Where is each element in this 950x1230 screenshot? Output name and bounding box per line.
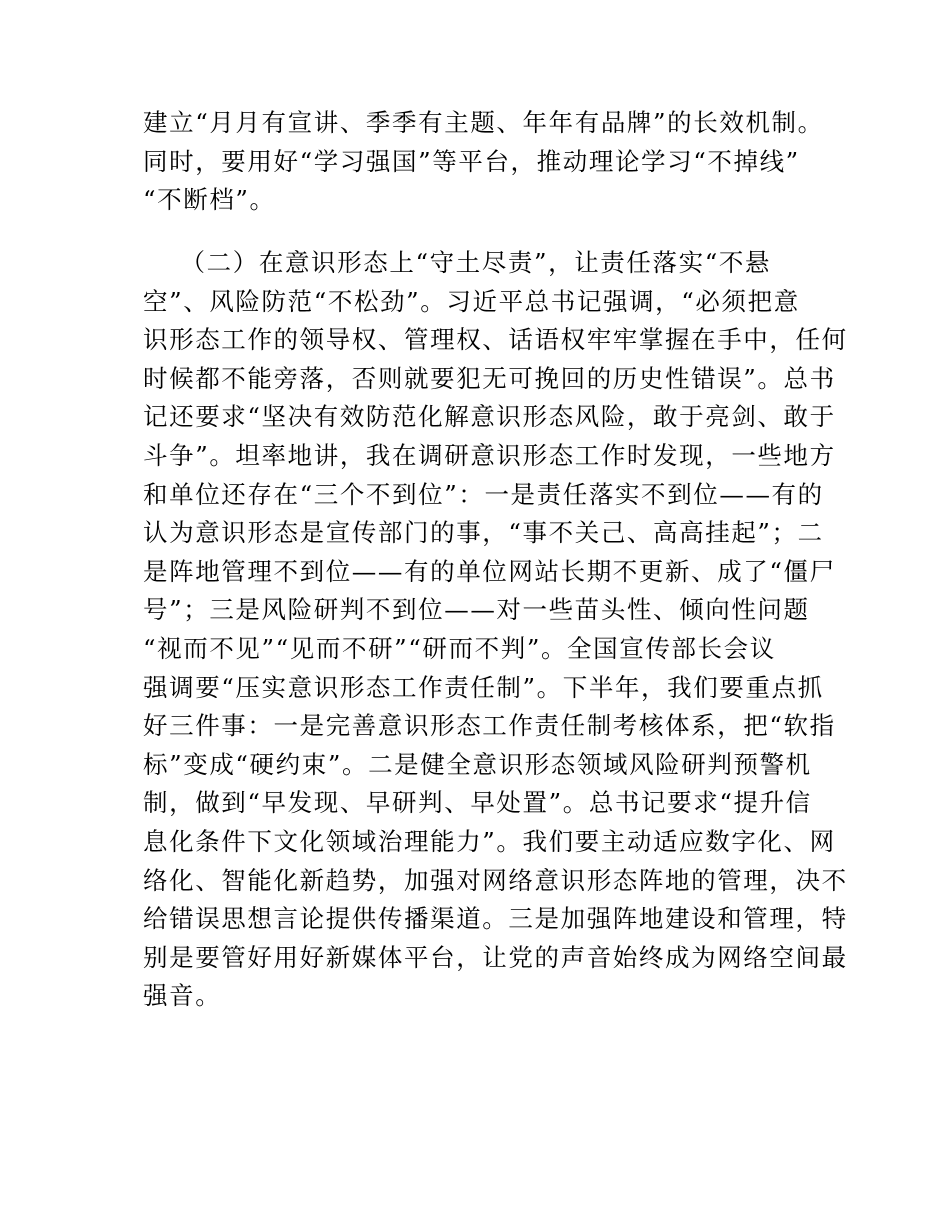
text-line: 是阵地管理不到位——有的单位网站长期不更新、成了“僵尸	[143, 556, 836, 586]
text-line: 制，做到“早发现、早研判、早处置”。总书记要求“提升信	[143, 788, 812, 818]
text-line: 别是要管好用好新媒体平台，让党的声音始终成为网络空间最	[143, 942, 848, 972]
text-line: 时候都不能旁落，否则就要犯无可挽回的历史性错误”。总书	[143, 363, 836, 393]
text-line: 建立“月月有宣讲、季季有主题、年年有品牌”的长效机制。	[143, 108, 824, 137]
text-line: “不断档”。	[143, 185, 276, 215]
text-line: 记还要求“坚决有效防范化解意识形态风险，敢于亮剑、敢于	[143, 402, 836, 432]
text-line: 同时，要用好“学习强国”等平台，推动理论学习“不掉线”	[143, 146, 800, 176]
text-line: 息化条件下文化领域治理能力”。我们要主动适应数字化、网	[143, 826, 836, 856]
paragraph-1	[143, 104, 823, 220]
paragraph-2	[143, 244, 848, 1016]
text-line: 强调要“压实意识形态工作责任制”。下半年，我们要重点抓	[143, 672, 824, 702]
text-line: 斗争”。坦率地讲，我在调研意识形态工作时发现，一些地方	[143, 440, 836, 470]
text-line: “视而不见”“见而不研”“研而不判”。全国宣传部长会议	[143, 633, 776, 663]
text-line: 好三件事：一是完善意识形态工作责任制考核体系，把“软指	[143, 711, 836, 741]
text-line: 识形态工作的领导权、管理权、话语权牢牢掌握在手中，任何	[143, 325, 848, 355]
text-line: （二）在意识形态上“守土尽责”，让责任落实“不悬	[143, 248, 772, 277]
text-line: 给错误思想言论提供传播渠道。三是加强阵地建设和管理，特	[143, 904, 848, 934]
text-line: 和单位还存在“三个不到位”：一是责任落实不到位——有的	[143, 479, 824, 509]
text-line: 络化、智能化新趋势，加强对网络意识形态阵地的管理，决不	[143, 865, 848, 895]
text-line: 强音。	[143, 981, 222, 1011]
text-line: 认为意识形态是宣传部门的事，“事不关己、高高挂起”；二	[143, 518, 824, 548]
text-line: 号”；三是风险研判不到位——对一些苗头性、倾向性问题	[143, 595, 810, 625]
text-line: 空”、风险防范“不松劲”。习近平总书记强调，“必须把意	[143, 286, 800, 316]
text-line: 标”变成“硬约束”。二是健全意识形态领域风险研判预警机	[143, 749, 812, 779]
